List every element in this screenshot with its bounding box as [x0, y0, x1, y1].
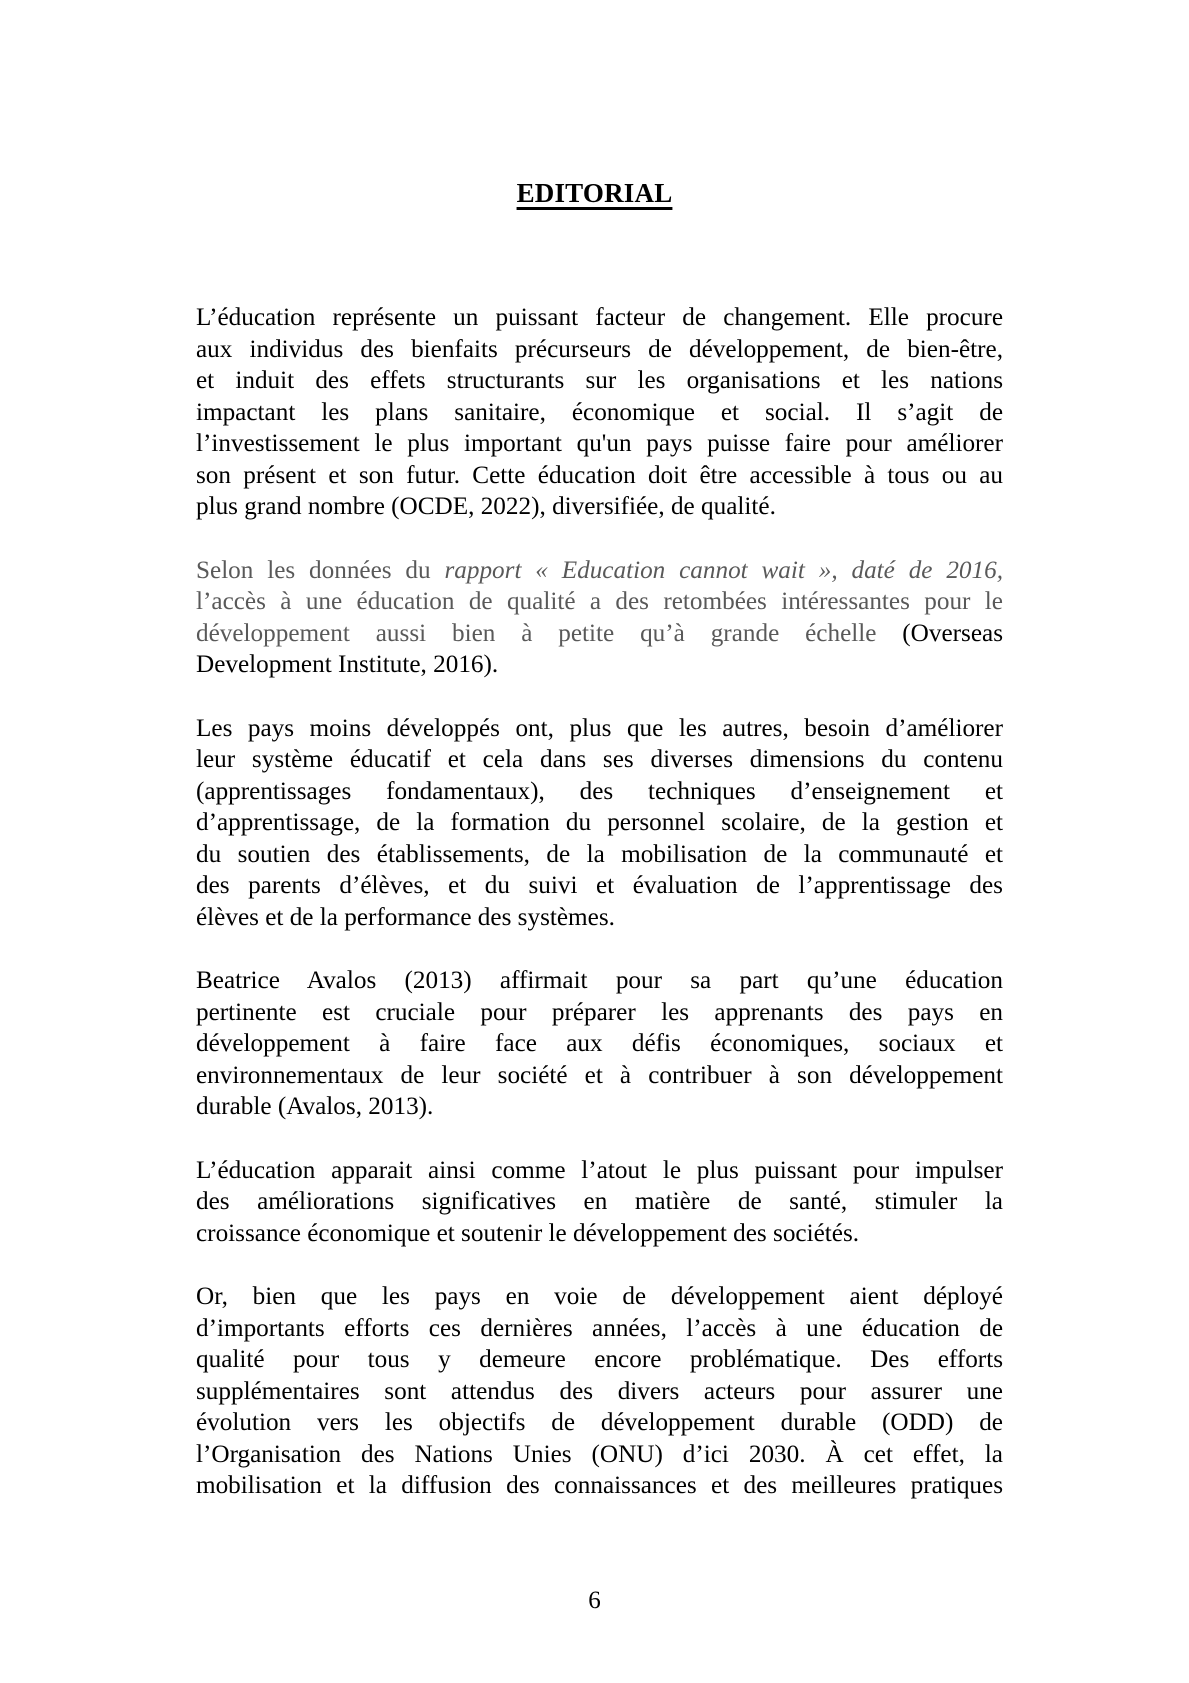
paragraph-1: [196, 302, 1003, 523]
text-line: Or, bien que les pays en voie de développement aient déployé: [196, 1283, 1003, 1310]
text-line: d’apprentissage, de la formation du personnel scolaire, de la gestion et: [196, 809, 1003, 836]
text-line: leur système éducatif et cela dans ses diverses dimensions du contenu: [196, 746, 1003, 773]
text-line: l’accès à une éducation de qualité a des retombées intéressantes pour le: [196, 588, 1003, 615]
text-line: durable (Avalos, 2013).: [196, 1093, 434, 1120]
text-span: développement aussi bien à petite qu’à grande échelle: [196, 619, 877, 647]
text-line: développement à faire face aux défis économiques, sociaux et: [196, 1030, 1003, 1057]
text-line: aux individus des bienfaits précurseurs de développement, de bien-être,: [196, 335, 1003, 363]
text-line: des parents d’élèves, et du suivi et évaluation de l’apprentissage des: [196, 872, 1003, 899]
text-line: [196, 618, 1003, 650]
paragraph-6: [196, 1281, 1003, 1502]
text-line: l’Organisation des Nations Unies (ONU) d’ici 2030. À cet effet, la: [196, 1440, 1003, 1468]
text-line: du soutien des établissements, de la mobilisation de la communauté et: [196, 840, 1003, 868]
text-line: L’éducation représente un puissant facteur de changement. Elle procure: [196, 304, 1003, 331]
text-line: plus grand nombre (OCDE, 2022), diversifiée, de qualité.: [196, 493, 776, 520]
text-line: mobilisation et la diffusion des connaissances et des meilleures pratiques: [196, 1472, 1003, 1499]
text-line: d’importants efforts ces dernières années, l’accès à une éducation de: [196, 1314, 1003, 1342]
text-line: environnementaux de leur société et à contribuer à son développement: [196, 1061, 1003, 1089]
text-line: l’investissement le plus important qu'un pays puisse faire pour améliorer: [196, 430, 1003, 457]
text-line: impactant les plans sanitaire, économique et social. Il s’agit de: [196, 398, 1003, 426]
editorial-body: [196, 302, 1003, 1534]
text-line: son présent et son futur. Cette éducation doit être accessible à tous ou au: [196, 461, 1003, 489]
text-line: des améliorations significatives en matière de santé, stimuler la: [196, 1188, 1003, 1215]
text-line: et induit des effets structurants sur les organisations et les nations: [196, 367, 1003, 394]
report-citation-italic: rapport « Education cannot wait », daté de 2016,: [444, 556, 1003, 584]
paragraph-5: [196, 1155, 1003, 1250]
text-line: qualité pour tous y demeure encore problématique. Des efforts: [196, 1346, 1003, 1373]
text-line: [196, 555, 1003, 587]
text-line: élèves et de la performance des systèmes.: [196, 903, 615, 931]
page-title: [0, 177, 1189, 209]
text-line: croissance économique et soutenir le développement des sociétés.: [196, 1219, 860, 1247]
paragraph-4: [196, 965, 1003, 1123]
text-line: (apprentissages fondamentaux), des techniques d’enseignement et: [196, 777, 1003, 805]
text-span: Selon les données du: [196, 556, 445, 584]
text-line: L’éducation apparait ainsi comme l’atout le plus puissant pour impulser: [196, 1156, 1003, 1184]
text-line: pertinente est cruciale pour préparer les apprenants des pays en: [196, 998, 1003, 1026]
text-span: (Overseas: [876, 619, 1003, 647]
text-line: Development Institute, 2016).: [196, 651, 499, 678]
page-title-text: EDITORIAL: [516, 178, 673, 208]
text-line: Les pays moins développés ont, plus que les autres, besoin d’améliorer: [196, 714, 1003, 742]
text-line: évolution vers les objectifs de développement durable (ODD) de: [196, 1409, 1003, 1436]
page-number: 6: [588, 1587, 601, 1614]
text-line: supplémentaires sont attendus des divers acteurs pour assurer une: [196, 1377, 1003, 1405]
paragraph-3: [196, 713, 1003, 934]
paragraph-2: [196, 555, 1003, 681]
text-line: Beatrice Avalos (2013) affirmait pour sa part qu’une éducation: [196, 967, 1003, 994]
